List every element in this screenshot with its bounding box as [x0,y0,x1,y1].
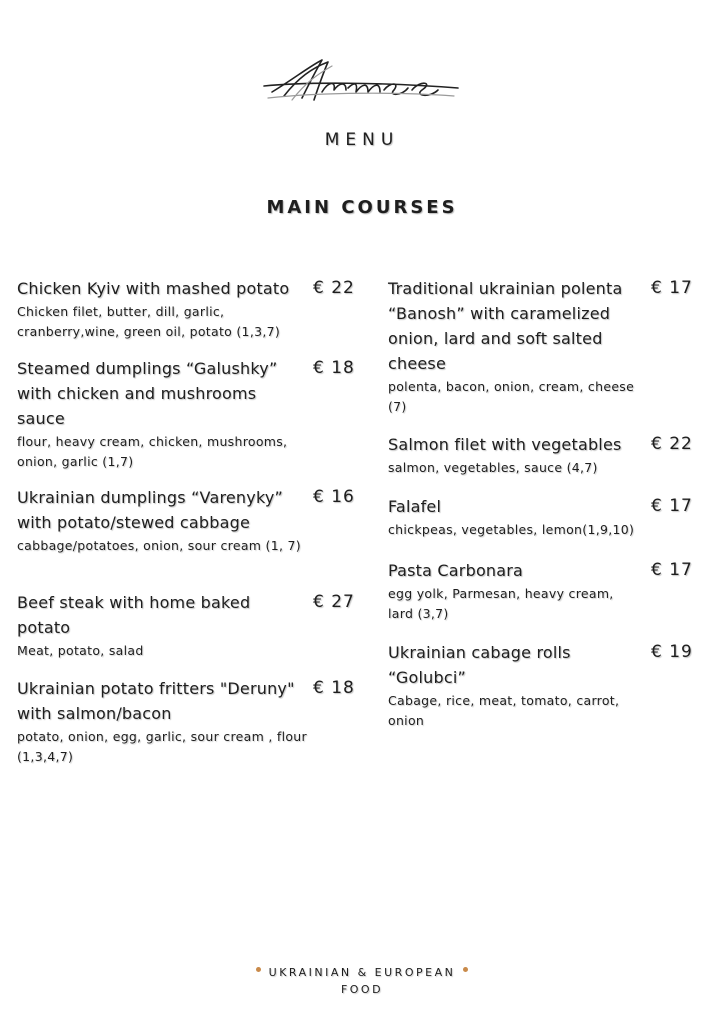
dish-name: Ukrainian potato fritters "Deruny" with salmon/bacon [17,679,295,723]
dish-price: € 17 [651,278,693,298]
bullet-dot-icon [256,967,261,972]
dish-price: € 22 [313,278,355,298]
bullet-dot-icon [463,967,468,972]
footer-text-1: UKRAINIAN & EUROPEAN [268,966,456,979]
dish-price: € 19 [651,642,693,662]
dish-name: Pasta Carbonara [388,561,524,580]
dish-price: € 27 [313,592,355,612]
menu-item [17,590,355,661]
dish-description: salmon, vegetables, sauce (4,7) [388,460,598,475]
dish-name: Salmon filet with vegetables [388,435,622,454]
restaurant-logo [262,52,462,114]
dish-name: Ukrainian cabage rolls “Golubci” [388,643,571,687]
menu-item [17,356,355,472]
section-title: MAIN COURSES [266,197,458,218]
dish-description: chickpeas, vegetables, lemon(1,9,10) [388,522,635,537]
footer-line-1 [0,964,724,981]
menu-heading: MENU [324,130,400,150]
menu-item [17,485,355,556]
menu-item [388,276,693,417]
dish-description: flour, heavy cream, chicken, mushrooms, onion, garlic (1,7) [17,434,288,469]
dish-description: polenta, bacon, onion, cream, cheese (7) [388,379,635,414]
footer-tagline [0,964,724,998]
dish-name: Traditional ukrainian polenta “Banosh” with caramelized onion, lard and soft salted cheese [388,279,623,373]
footer-text-2: FOOD [340,983,384,996]
dish-price: € 17 [651,496,693,516]
dish-price: € 16 [313,487,355,507]
dish-price: € 17 [651,560,693,580]
dish-price: € 18 [313,358,355,378]
dish-description: egg yolk, Parmesan, heavy cream, lard (3,7) [388,586,614,621]
dish-name: Ukrainian dumplings “Varenyky” with potato/stewed cabbage [17,488,283,532]
dish-name: Chicken Kyiv with mashed potato [17,279,290,298]
menu-item [388,494,693,540]
dish-name: Falafel [388,497,442,516]
menu-item [388,558,693,624]
dish-price: € 22 [651,434,693,454]
dish-description: potato, onion, egg, garlic, sour cream , flour (1,3,4,7) [17,729,307,764]
dish-description: cabbage/potatoes, onion, sour cream (1, 7) [17,538,301,553]
menu-item [17,676,355,767]
menu-item [388,640,693,731]
dish-price: € 18 [313,678,355,698]
dish-description: Cabage, rice, meat, tomato, carrot, onion [388,693,620,728]
menu-item [17,276,355,342]
menu-item [388,432,693,478]
dish-name: Beef steak with home baked potato [17,593,251,637]
dish-description: Chicken filet, butter, dill, garlic, cranberry,wine, green oil, potato (1,3,7) [17,304,281,339]
dish-name: Steamed dumplings “Galushky” with chicken and mushrooms sauce [17,359,278,428]
dish-description: Meat, potato, salad [17,643,144,658]
